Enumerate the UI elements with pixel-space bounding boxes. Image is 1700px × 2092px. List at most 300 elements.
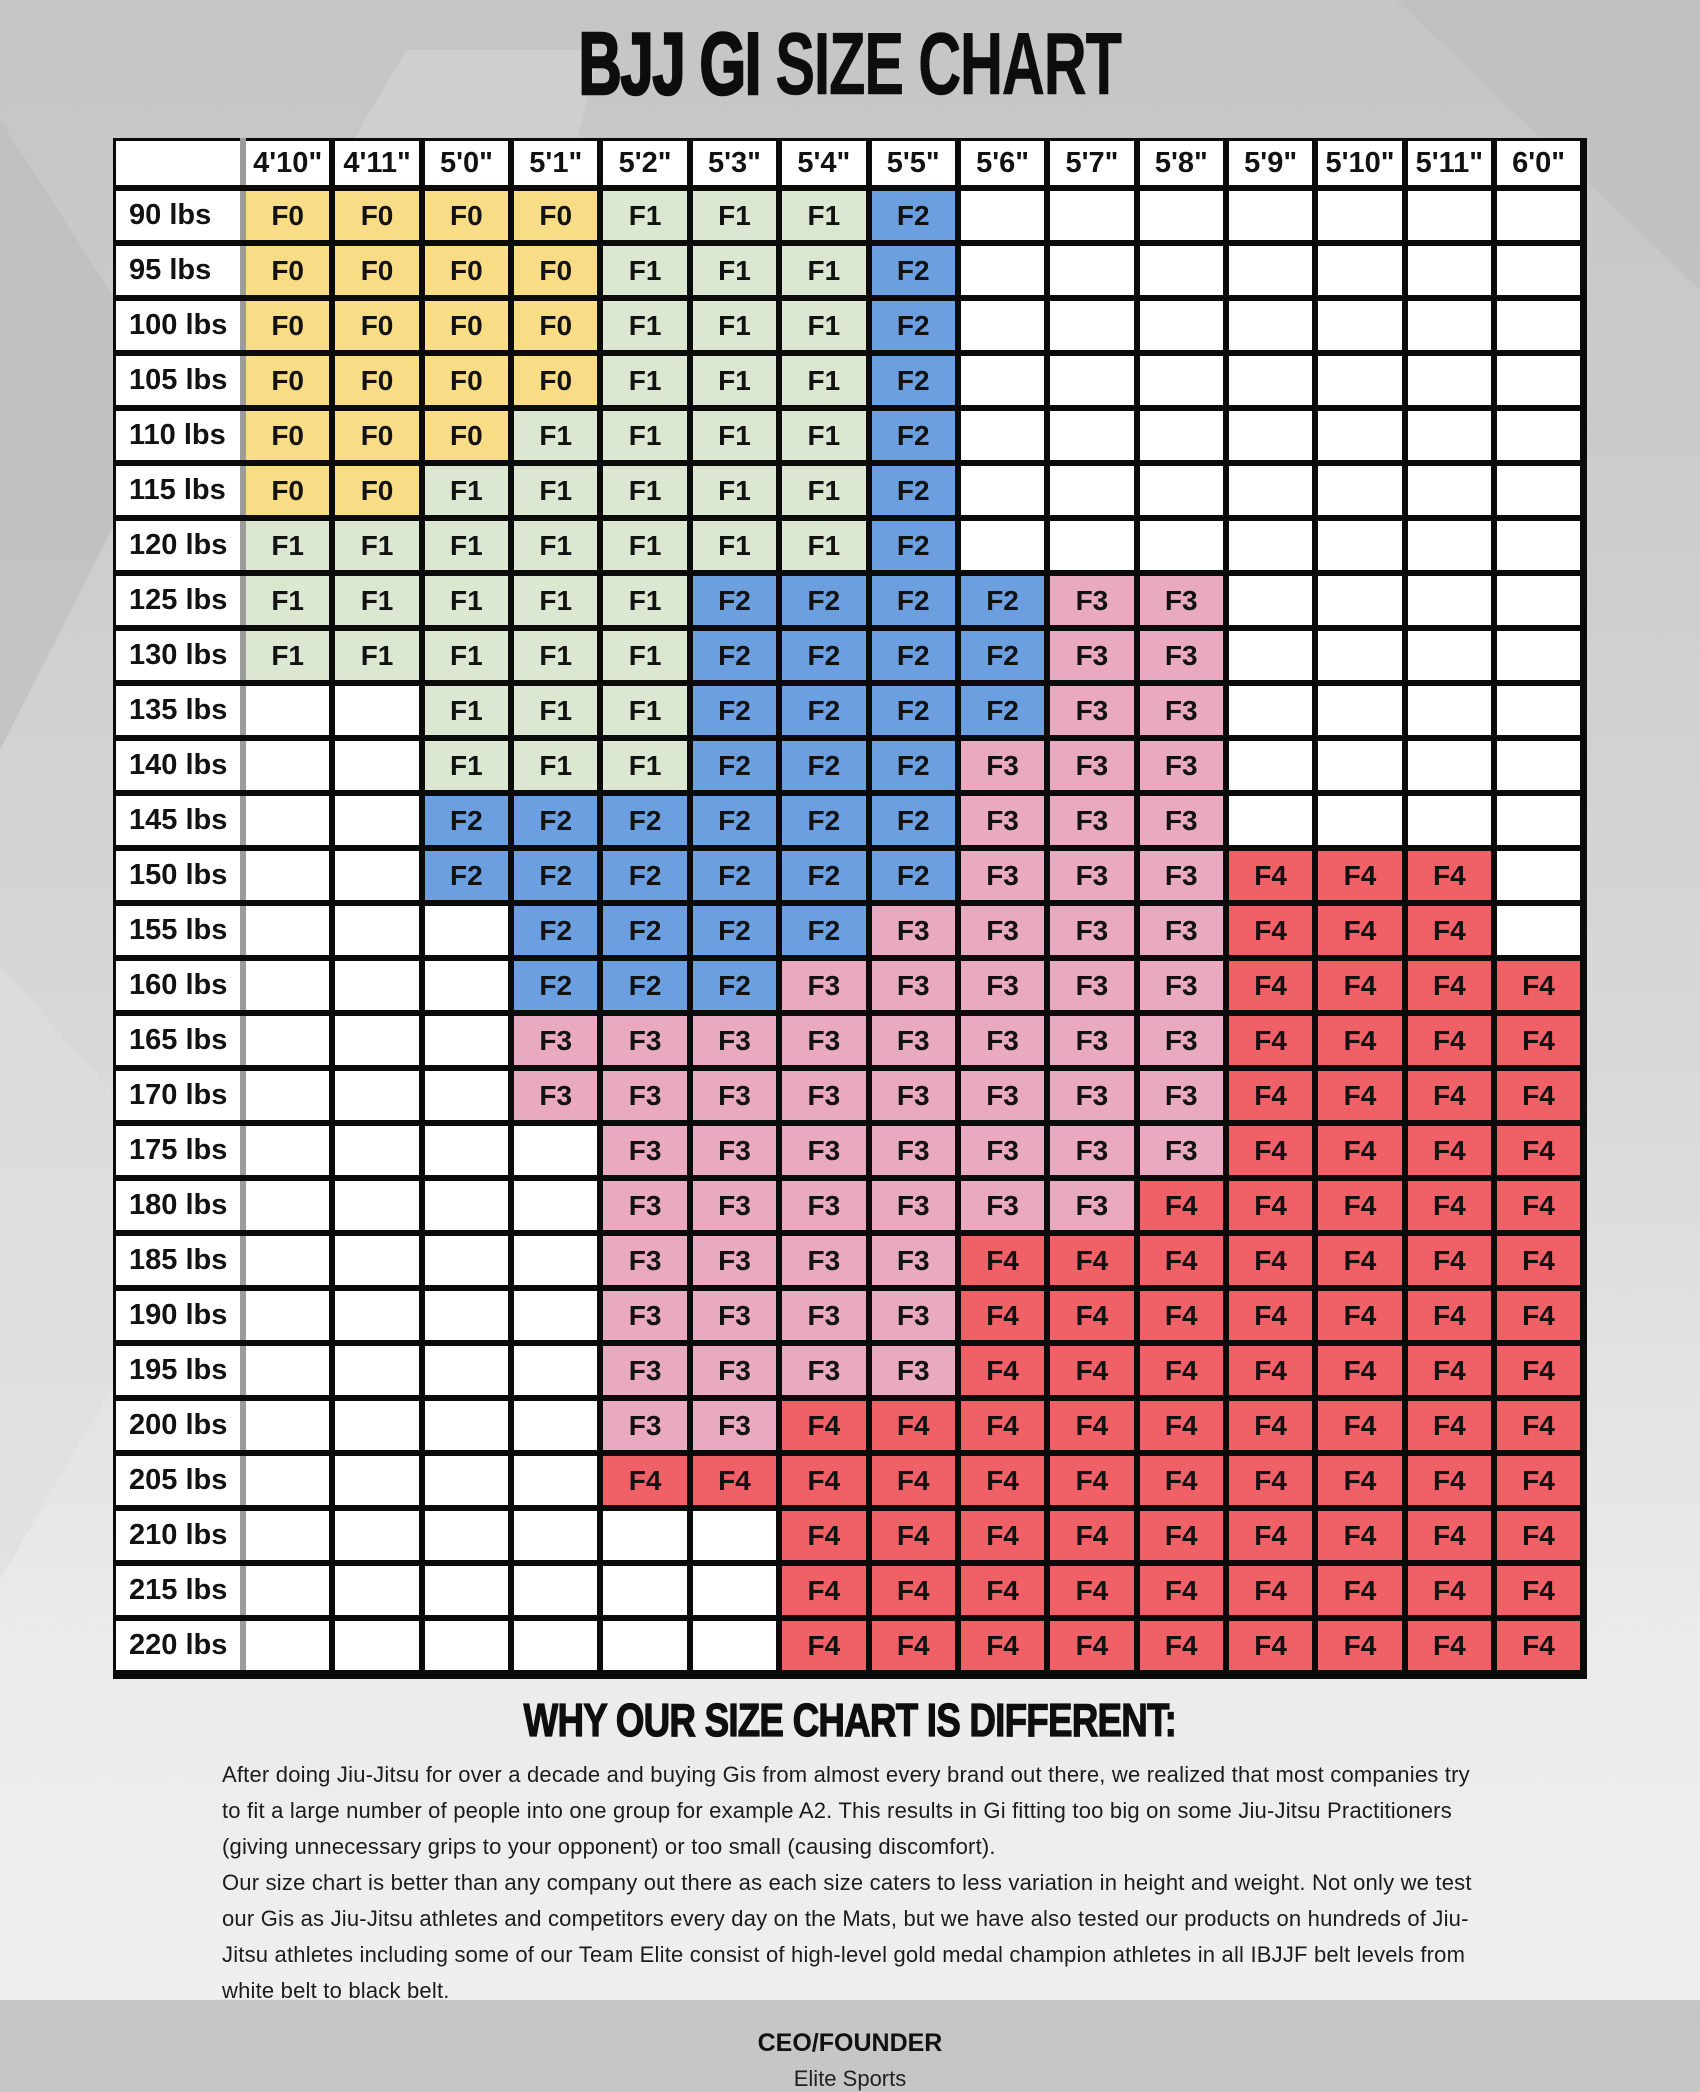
- weight-row-label: 210 lbs: [115, 1508, 244, 1563]
- size-cell: [958, 353, 1047, 408]
- size-cell: F4: [958, 1288, 1047, 1343]
- size-cell: F3: [1047, 848, 1136, 903]
- height-column-header: 5'9": [1226, 140, 1315, 189]
- size-cell: F3: [958, 1178, 1047, 1233]
- size-cell: F4: [1315, 1178, 1404, 1233]
- table-row: [115, 1178, 1584, 1233]
- size-cell: F4: [1047, 1288, 1136, 1343]
- weight-row-label: 100 lbs: [115, 298, 244, 353]
- size-cell: F4: [1226, 958, 1315, 1013]
- size-cell: F3: [690, 1233, 779, 1288]
- size-cell: F1: [243, 518, 332, 573]
- size-cell: F4: [1226, 1013, 1315, 1068]
- why-heading: WHY OUR SIZE CHART IS DIFFERENT:: [523, 1694, 1177, 1746]
- size-cell: [690, 1508, 779, 1563]
- size-cell: F3: [1137, 573, 1226, 628]
- size-cell: F1: [779, 463, 868, 518]
- weight-row-label: 95 lbs: [115, 243, 244, 298]
- size-cell: F4: [958, 1233, 1047, 1288]
- size-cell: F4: [1226, 1508, 1315, 1563]
- size-cell: F1: [779, 298, 868, 353]
- size-cell: F3: [1047, 1068, 1136, 1123]
- size-cell: [1047, 188, 1136, 243]
- company-name: Elite Sports: [793, 2066, 907, 2091]
- size-cell: [1315, 188, 1404, 243]
- size-cell: [243, 1178, 332, 1233]
- size-cell: F1: [243, 628, 332, 683]
- size-cell: F4: [1226, 903, 1315, 958]
- table-row: [115, 408, 1584, 463]
- size-cell: [1226, 683, 1315, 738]
- size-cell: F4: [779, 1563, 868, 1618]
- size-cell: F1: [332, 628, 421, 683]
- size-cell: F4: [1047, 1618, 1136, 1675]
- size-cell: [1315, 628, 1404, 683]
- table-row: [115, 463, 1584, 518]
- size-cell: F4: [1137, 1453, 1226, 1508]
- size-cell: F4: [1315, 1123, 1404, 1178]
- size-cell: [1226, 188, 1315, 243]
- size-cell: F4: [1405, 848, 1494, 903]
- size-cell: [1494, 243, 1583, 298]
- table-row: [115, 1288, 1584, 1343]
- size-cell: F3: [1137, 1068, 1226, 1123]
- size-cell: F0: [332, 463, 421, 518]
- size-cell: [1494, 518, 1583, 573]
- size-cell: [422, 1178, 511, 1233]
- size-cell: [332, 1618, 421, 1675]
- size-cell: F3: [600, 1398, 689, 1453]
- table-row: [115, 958, 1584, 1013]
- size-cell: F4: [1494, 1233, 1583, 1288]
- weight-row-label: 105 lbs: [115, 353, 244, 408]
- size-cell: F2: [511, 958, 600, 1013]
- size-cell: [332, 793, 421, 848]
- weight-row-label: 125 lbs: [115, 573, 244, 628]
- size-cell: F1: [600, 738, 689, 793]
- size-cell: F3: [690, 1398, 779, 1453]
- size-cell: F4: [1315, 1398, 1404, 1453]
- size-cell: F3: [1137, 793, 1226, 848]
- size-cell: [1405, 518, 1494, 573]
- weight-row-label: 185 lbs: [115, 1233, 244, 1288]
- weight-row-label: 120 lbs: [115, 518, 244, 573]
- size-cell: [332, 1563, 421, 1618]
- size-cell: [1047, 298, 1136, 353]
- size-cell: F4: [779, 1398, 868, 1453]
- weight-row-label: 160 lbs: [115, 958, 244, 1013]
- size-cell: F1: [332, 573, 421, 628]
- size-cell: [511, 1563, 600, 1618]
- size-cell: F3: [869, 1178, 958, 1233]
- size-cell: [1494, 683, 1583, 738]
- size-cell: F3: [779, 1288, 868, 1343]
- size-cell: [1315, 738, 1404, 793]
- size-cell: F2: [690, 628, 779, 683]
- page-title-suffix: SIZE CHART: [760, 14, 1122, 113]
- size-cell: F3: [1047, 1123, 1136, 1178]
- size-cell: F2: [958, 628, 1047, 683]
- size-cell: F3: [1047, 793, 1136, 848]
- size-cell: F2: [869, 683, 958, 738]
- size-cell: [1137, 353, 1226, 408]
- size-cell: F4: [1226, 1068, 1315, 1123]
- size-cell: F3: [600, 1288, 689, 1343]
- size-cell: F4: [1405, 1178, 1494, 1233]
- size-cell: [1494, 628, 1583, 683]
- size-cell: [511, 1288, 600, 1343]
- size-cell: F1: [779, 353, 868, 408]
- size-cell: [1226, 738, 1315, 793]
- footer-paragraphs: [222, 1757, 1492, 2009]
- size-cell: [1315, 298, 1404, 353]
- size-cell: F1: [600, 518, 689, 573]
- size-cell: F3: [1047, 683, 1136, 738]
- size-cell: F4: [1047, 1343, 1136, 1398]
- table-row: [115, 243, 1584, 298]
- size-cell: F3: [1137, 738, 1226, 793]
- size-cell: F4: [1315, 1233, 1404, 1288]
- size-cell: F0: [332, 243, 421, 298]
- height-column-header: 5'2": [600, 140, 689, 189]
- size-cell: F3: [958, 793, 1047, 848]
- table-row: [115, 1013, 1584, 1068]
- size-cell: F4: [1405, 1563, 1494, 1618]
- size-cell: F4: [1315, 1508, 1404, 1563]
- size-cell: [243, 1288, 332, 1343]
- weight-row-label: 180 lbs: [115, 1178, 244, 1233]
- size-cell: [1315, 353, 1404, 408]
- size-cell: F3: [869, 1068, 958, 1123]
- size-cell: F4: [1405, 1453, 1494, 1508]
- size-cell: [332, 958, 421, 1013]
- size-cell: F2: [690, 793, 779, 848]
- size-cell: [958, 243, 1047, 298]
- size-cell: F4: [1494, 1178, 1583, 1233]
- size-cell: F2: [869, 408, 958, 463]
- size-cell: [332, 1013, 421, 1068]
- size-cell: F3: [779, 1343, 868, 1398]
- weight-row-label: 195 lbs: [115, 1343, 244, 1398]
- table-row: [115, 628, 1584, 683]
- size-cell: [1137, 463, 1226, 518]
- size-cell: F4: [1315, 1288, 1404, 1343]
- size-cell: [958, 518, 1047, 573]
- size-cell: F3: [1137, 848, 1226, 903]
- size-cell: [511, 1398, 600, 1453]
- table-row: [115, 298, 1584, 353]
- table-row: [115, 683, 1584, 738]
- size-cell: [1047, 463, 1136, 518]
- size-cell: F4: [1315, 1563, 1404, 1618]
- size-cell: [243, 1068, 332, 1123]
- size-cell: F4: [1494, 958, 1583, 1013]
- footer-paragraph-2: Our size chart is better than any company out there as each size caters to less variation in height and weight. Not only we test our Gis as Jiu-Jitsu athletes and competitors every day on the Mats, but we have also tested our products on hundreds of Jiu-Jitsu athletes including some of our Team Elite consist of high-level gold medal champion athletes in all IBJJF belt levels from white belt to black belt.: [222, 1870, 1472, 2003]
- size-cell: F3: [1047, 1013, 1136, 1068]
- size-cell: F2: [779, 793, 868, 848]
- size-cell: [332, 903, 421, 958]
- size-cell: F4: [869, 1618, 958, 1675]
- size-cell: F1: [511, 738, 600, 793]
- size-cell: F3: [779, 1233, 868, 1288]
- size-cell: F3: [1047, 1178, 1136, 1233]
- size-cell: [243, 1123, 332, 1178]
- size-cell: F2: [958, 573, 1047, 628]
- size-cell: F3: [958, 738, 1047, 793]
- size-cell: F3: [1047, 903, 1136, 958]
- table-row: [115, 793, 1584, 848]
- page-title: [0, 0, 1700, 112]
- size-cell: F4: [958, 1563, 1047, 1618]
- size-cell: F4: [1226, 848, 1315, 903]
- size-cell: F4: [1494, 1123, 1583, 1178]
- size-cell: F1: [600, 573, 689, 628]
- size-cell: F2: [869, 298, 958, 353]
- size-cell: [1137, 298, 1226, 353]
- size-cell: F3: [779, 958, 868, 1013]
- size-cell: F4: [1405, 1013, 1494, 1068]
- size-cell: F1: [600, 188, 689, 243]
- size-cell: F4: [1226, 1563, 1315, 1618]
- size-cell: F4: [1315, 1343, 1404, 1398]
- weight-row-label: 140 lbs: [115, 738, 244, 793]
- size-cell: F1: [422, 463, 511, 518]
- size-cell: F1: [422, 518, 511, 573]
- size-cell: F1: [422, 628, 511, 683]
- size-cell: F2: [511, 793, 600, 848]
- size-cell: F4: [1047, 1453, 1136, 1508]
- size-cell: F4: [1315, 1068, 1404, 1123]
- size-cell: F4: [1137, 1343, 1226, 1398]
- size-cell: [1226, 573, 1315, 628]
- size-cell: F0: [422, 188, 511, 243]
- size-cell: [1494, 903, 1583, 958]
- size-cell: [1405, 628, 1494, 683]
- size-cell: [422, 1288, 511, 1343]
- size-cell: F3: [869, 1013, 958, 1068]
- size-cell: F4: [869, 1508, 958, 1563]
- weight-row-label: 130 lbs: [115, 628, 244, 683]
- size-cell: [1315, 463, 1404, 518]
- size-cell: [422, 1398, 511, 1453]
- size-cell: [1137, 188, 1226, 243]
- size-cell: F1: [511, 628, 600, 683]
- size-cell: F3: [1137, 958, 1226, 1013]
- size-cell: F3: [779, 1013, 868, 1068]
- size-cell: [1047, 408, 1136, 463]
- weight-row-label: 205 lbs: [115, 1453, 244, 1508]
- size-cell: [1226, 463, 1315, 518]
- size-cell: F2: [779, 848, 868, 903]
- size-cell: F3: [1137, 1013, 1226, 1068]
- size-cell: [422, 1123, 511, 1178]
- size-cell: [243, 1343, 332, 1398]
- size-cell: F4: [1494, 1013, 1583, 1068]
- size-cell: F3: [958, 958, 1047, 1013]
- size-cell: F2: [869, 848, 958, 903]
- size-cell: F2: [869, 188, 958, 243]
- size-cell: F2: [690, 738, 779, 793]
- size-cell: F2: [869, 463, 958, 518]
- size-cell: [1405, 793, 1494, 848]
- size-cell: [332, 1233, 421, 1288]
- header-row: [115, 140, 1584, 189]
- size-cell: F4: [1137, 1508, 1226, 1563]
- size-cell: F1: [690, 408, 779, 463]
- size-cell: F4: [958, 1453, 1047, 1508]
- size-cell: F4: [958, 1508, 1047, 1563]
- size-cell: [243, 958, 332, 1013]
- size-cell: F3: [1137, 903, 1226, 958]
- height-column-header: 5'0": [422, 140, 511, 189]
- size-cell: F4: [1047, 1233, 1136, 1288]
- size-cell: [332, 1453, 421, 1508]
- size-cell: [243, 683, 332, 738]
- size-cell: F4: [1494, 1068, 1583, 1123]
- size-cell: F3: [690, 1343, 779, 1398]
- size-cell: F3: [690, 1288, 779, 1343]
- size-cell: F1: [511, 683, 600, 738]
- size-cell: F4: [869, 1398, 958, 1453]
- size-cell: [332, 1288, 421, 1343]
- size-cell: F0: [243, 243, 332, 298]
- size-cell: [511, 1508, 600, 1563]
- size-cell: [332, 1123, 421, 1178]
- size-cell: [1315, 683, 1404, 738]
- size-cell: F4: [1405, 1618, 1494, 1675]
- size-cell: [690, 1618, 779, 1675]
- size-cell: F2: [690, 573, 779, 628]
- size-cell: F1: [690, 298, 779, 353]
- size-cell: [1047, 518, 1136, 573]
- size-cell: [422, 1233, 511, 1288]
- size-cell: F1: [600, 463, 689, 518]
- size-cell: [422, 1343, 511, 1398]
- size-cell: F3: [600, 1123, 689, 1178]
- size-cell: [1494, 188, 1583, 243]
- size-cell: F4: [1315, 1453, 1404, 1508]
- size-cell: F4: [1226, 1233, 1315, 1288]
- table-corner-cell: [115, 140, 244, 189]
- table-row: [115, 188, 1584, 243]
- size-cell: F3: [869, 1123, 958, 1178]
- size-cell: F0: [422, 298, 511, 353]
- table-row: [115, 1233, 1584, 1288]
- table-row: [115, 1123, 1584, 1178]
- size-cell: F2: [690, 958, 779, 1013]
- ceo-founder-label: CEO/FOUNDER: [757, 2029, 943, 2057]
- size-cell: F0: [511, 298, 600, 353]
- size-cell: F4: [1494, 1398, 1583, 1453]
- size-cell: F0: [511, 188, 600, 243]
- size-cell: [1494, 573, 1583, 628]
- size-cell: [1405, 188, 1494, 243]
- height-column-header: 5'4": [779, 140, 868, 189]
- size-cell: F4: [1226, 1618, 1315, 1675]
- size-cell: F4: [1137, 1178, 1226, 1233]
- size-cell: F3: [779, 1178, 868, 1233]
- size-cell: F3: [869, 958, 958, 1013]
- height-column-header: 5'8": [1137, 140, 1226, 189]
- size-cell: F1: [690, 463, 779, 518]
- size-cell: F0: [511, 353, 600, 408]
- table-row: [115, 1398, 1584, 1453]
- weight-row-label: 190 lbs: [115, 1288, 244, 1343]
- size-cell: F1: [600, 353, 689, 408]
- size-cell: F3: [600, 1068, 689, 1123]
- size-table: [113, 138, 1587, 1679]
- weight-row-label: 115 lbs: [115, 463, 244, 518]
- size-cell: F2: [511, 903, 600, 958]
- weight-row-label: 175 lbs: [115, 1123, 244, 1178]
- size-cell: [243, 1508, 332, 1563]
- size-cell: [332, 683, 421, 738]
- size-cell: [243, 1013, 332, 1068]
- size-cell: [511, 1618, 600, 1675]
- size-cell: [1226, 518, 1315, 573]
- size-cell: F4: [779, 1453, 868, 1508]
- size-cell: F4: [779, 1508, 868, 1563]
- size-cell: F3: [690, 1178, 779, 1233]
- size-cell: [332, 1508, 421, 1563]
- size-cell: F3: [1047, 628, 1136, 683]
- size-cell: [332, 1068, 421, 1123]
- size-cell: [1315, 408, 1404, 463]
- size-cell: F2: [869, 353, 958, 408]
- size-cell: [1226, 353, 1315, 408]
- size-cell: [1405, 573, 1494, 628]
- size-cell: F0: [243, 188, 332, 243]
- size-cell: F4: [958, 1618, 1047, 1675]
- size-cell: F4: [1315, 1618, 1404, 1675]
- size-cell: [1315, 573, 1404, 628]
- size-cell: F4: [1226, 1343, 1315, 1398]
- size-cell: F2: [779, 683, 868, 738]
- size-cell: F4: [1405, 1288, 1494, 1343]
- size-cell: F2: [869, 793, 958, 848]
- size-cell: F1: [779, 188, 868, 243]
- size-cell: F3: [869, 1288, 958, 1343]
- weight-row-label: 145 lbs: [115, 793, 244, 848]
- size-cell: [422, 1068, 511, 1123]
- size-cell: F4: [1047, 1508, 1136, 1563]
- size-cell: F0: [243, 463, 332, 518]
- height-column-header: 5'10": [1315, 140, 1404, 189]
- table-row: [115, 1618, 1584, 1675]
- weight-row-label: 155 lbs: [115, 903, 244, 958]
- size-cell: F1: [600, 243, 689, 298]
- size-cell: [1226, 298, 1315, 353]
- size-cell: F1: [690, 188, 779, 243]
- size-cell: [422, 1453, 511, 1508]
- size-cell: [1315, 243, 1404, 298]
- weight-row-label: 200 lbs: [115, 1398, 244, 1453]
- size-cell: F4: [690, 1453, 779, 1508]
- size-cell: F0: [511, 243, 600, 298]
- size-cell: [1315, 518, 1404, 573]
- size-cell: F1: [600, 298, 689, 353]
- size-cell: [1137, 518, 1226, 573]
- height-column-header: 5'1": [511, 140, 600, 189]
- size-cell: [1405, 353, 1494, 408]
- size-cell: [422, 1508, 511, 1563]
- page-title-brand: BJJ GI: [578, 14, 761, 113]
- size-cell: [511, 1343, 600, 1398]
- size-cell: [422, 1013, 511, 1068]
- size-cell: F3: [600, 1178, 689, 1233]
- size-cell: [243, 738, 332, 793]
- size-cell: [1405, 243, 1494, 298]
